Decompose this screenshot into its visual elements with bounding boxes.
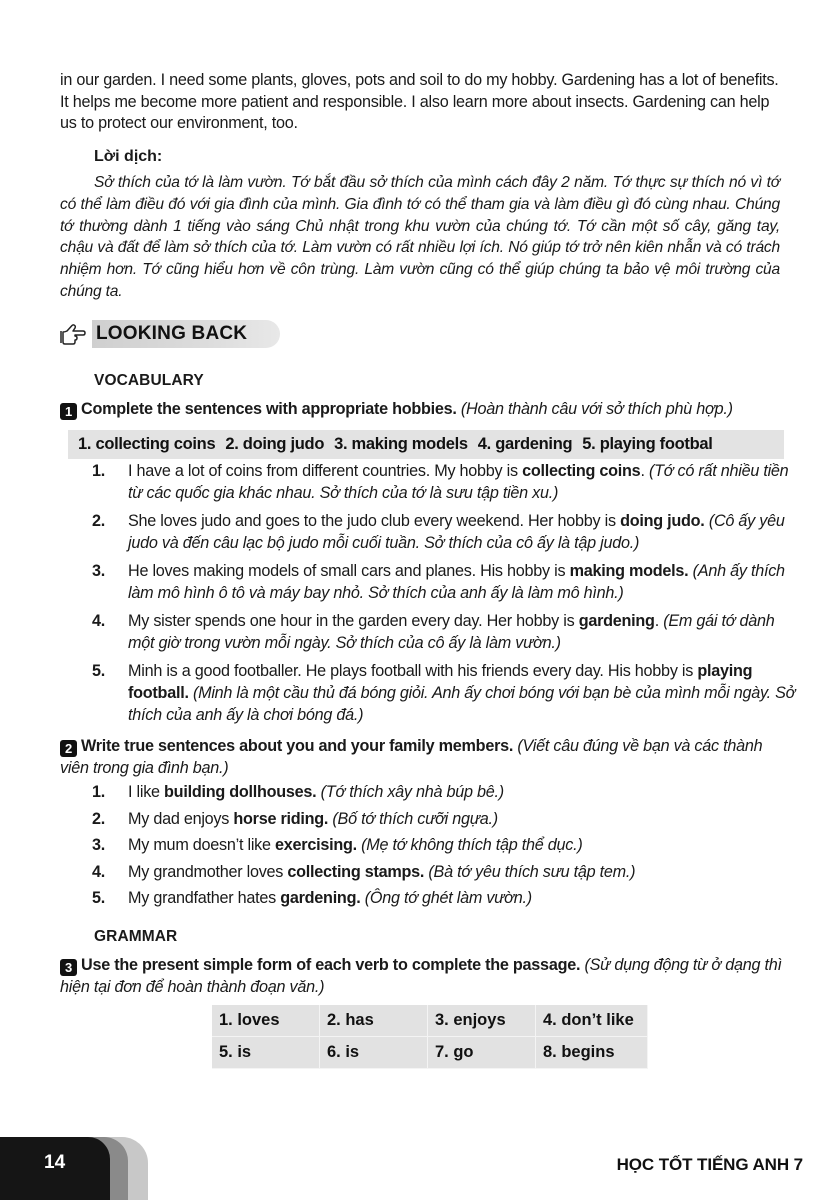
list-item	[92, 862, 804, 884]
item-answer: collecting stamps.	[287, 862, 425, 881]
item-translation: (Anh ấy thích làm mô hình ô tô và máy bay nhỏ. Sở thích của anh ấy là làm mô hình.)	[128, 562, 785, 602]
task-number-badge: 1	[60, 403, 77, 420]
answer-cell: 1. loves	[212, 1005, 320, 1037]
task-instruction-vi: (Sử dụng động từ ở dạng thì hiện tại đơn để hoàn thành đoạn văn.)	[60, 956, 782, 996]
item-answer: collecting coins	[522, 462, 641, 480]
task-instruction: Use the present simple form of each verb to complete the passage.	[81, 956, 581, 974]
item-number: 1.	[92, 462, 106, 480]
item-number: 5.	[92, 889, 106, 907]
item-text: I like	[128, 783, 165, 801]
book-title: HỌC TỐT TIẾNG ANH 7	[616, 1155, 803, 1174]
answer-key-item: 1. collecting coins	[78, 435, 216, 453]
item-translation: (Mẹ tớ không thích tập thể dục.)	[361, 836, 583, 854]
list-item	[92, 660, 804, 726]
item-text: I have a lot of coins from different countries. My hobby is	[128, 462, 523, 480]
item-answer: doing judo.	[620, 512, 705, 530]
item-translation: (Cô ấy yêu judo và đến câu lạc bộ judo mỗi cuối tuần. Sở thích của cô ấy là tập judo.)	[128, 512, 785, 552]
answer-cell: 8. begins	[536, 1037, 648, 1069]
section-banner-looking-back	[60, 319, 278, 349]
item-text: My grandfather hates	[128, 889, 281, 907]
answer-key-item: 4. gardening	[477, 435, 573, 453]
answer-key-item: 3. making models	[334, 435, 468, 453]
item-text: Minh is a good footballer. He plays football with his friends every day. His hobby is	[128, 662, 698, 680]
item-translation: (Em gái tớ dành một giờ trong vườn mỗi ngày. Sở thích của cô ấy là làm vườn.)	[128, 612, 775, 652]
item-answer: gardening	[578, 612, 655, 630]
item-text: My sister spends one hour in the garden every day. Her hobby is	[128, 612, 579, 630]
list-item	[92, 560, 804, 604]
task-1-instruction	[60, 398, 785, 420]
task-instruction-vi: (Hoàn thành câu với sở thích phù hợp.)	[460, 400, 733, 418]
task-instruction: Complete the sentences with appropriate hobbies.	[81, 400, 457, 418]
task-2-instruction	[60, 735, 785, 779]
item-answer: playing football.	[128, 662, 753, 702]
item-answer: gardening.	[280, 889, 361, 907]
item-number: 5.	[92, 662, 106, 680]
translation-title: Lời dịch:	[94, 148, 163, 165]
item-answer: making models.	[569, 562, 689, 580]
list-item	[92, 510, 804, 554]
item-text: She loves judo and goes to the judo club every weekend. Her hobby is	[128, 512, 621, 530]
intro-paragraph: in our garden. I need some plants, gloves, pots and soil to do my hobby. Gardening has a lot of benefits. It helps me become more patient and responsible. I also learn more about insects. Gardening can help us to protect our environment, too.	[60, 71, 779, 132]
item-number: 2.	[92, 809, 106, 828]
answer-key-grid	[212, 1005, 648, 1069]
item-answer: horse riding.	[233, 809, 329, 828]
item-number: 4.	[92, 612, 106, 630]
task-number-badge: 3	[60, 959, 77, 976]
answer-cell: 4. don’t like	[536, 1005, 648, 1037]
list-item	[92, 835, 804, 857]
item-translation: (Tớ thích xây nhà búp bê.)	[320, 783, 504, 801]
list-item	[92, 888, 804, 910]
item-number: 4.	[92, 862, 106, 881]
page-number: 14	[44, 1152, 66, 1173]
item-answer: exercising.	[275, 836, 357, 854]
task-number-badge: 2	[60, 740, 77, 757]
item-text: My mum doesn’t like	[128, 836, 276, 854]
item-number: 2.	[92, 512, 106, 530]
item-answer: building dollhouses.	[164, 783, 317, 801]
page-number-tab	[0, 1137, 150, 1200]
task-3-instruction	[60, 954, 785, 998]
pointing-hand-icon	[60, 323, 86, 345]
list-item	[92, 460, 804, 504]
item-text: He loves making models of small cars and planes. His hobby is	[128, 562, 570, 580]
item-text: .	[640, 462, 649, 480]
task-instruction-vi: (Viết câu đúng về bạn và các thành viên trong gia đình bạn.)	[60, 737, 763, 777]
list-item	[92, 782, 804, 804]
item-number: 1.	[92, 783, 106, 801]
answer-cell: 2. has	[320, 1005, 428, 1037]
task-instruction: Write true sentences about you and your family members.	[81, 737, 514, 755]
item-translation: (Minh là một cầu thủ đá bóng giỏi. Anh ấy chơi bóng với bạn bè của mình mỗi ngày. Sở thích của anh ấy là chơi bóng đá.)	[128, 684, 796, 724]
answer-key-item: 5. playing footbal	[582, 435, 713, 453]
section-title: LOOKING BACK	[96, 323, 248, 344]
task-2-list	[92, 782, 804, 915]
item-translation: (Bà tớ yêu thích sưu tập tem.)	[428, 862, 636, 881]
answer-cell: 5. is	[212, 1037, 320, 1069]
grammar-heading: GRAMMAR	[94, 928, 178, 945]
item-translation: (Ông tớ ghét làm vườn.)	[364, 889, 532, 907]
list-item	[92, 809, 804, 831]
answer-key-item: 2. doing judo	[225, 435, 325, 453]
vocabulary-heading: VOCABULARY	[94, 372, 204, 389]
answer-cell: 6. is	[320, 1037, 428, 1069]
list-item	[92, 610, 804, 654]
task-1-list	[92, 460, 804, 732]
item-translation: (Bố tớ thích cưỡi ngựa.)	[332, 809, 498, 828]
translation-body: Sở thích của tớ là làm vườn. Tớ bắt đầu sở thích của mình cách đây 2 năm. Tớ thực sự thích nó vì tớ có thể làm điều đó với gia đình của mình. Gia đình tớ có thể tham gia và làm điều gì đó cùng nhau. Chúng tớ thường dành 1 tiếng vào sáng Chủ nhật trong khu vườn của chúng tớ. Tớ cần một số cây, găng tay, chậu và đất để làm sở thích của tớ. Làm vườn có rất nhiều lợi ích. Nó giúp tớ trở nên kiên nhẫn và có trách nhiệm hơn. Tớ cũng hiểu hơn về côn trùng. Làm vườn cũng có thể giúp chúng ta bảo vệ môi trường của chúng ta.	[60, 174, 780, 300]
item-translation: (Tớ có rất nhiều tiền từ các quốc gia khác nhau. Sở thích của tớ là sưu tập tiền xu.)	[128, 462, 789, 502]
answer-key-strip	[68, 430, 784, 459]
item-text: My grandmother loves	[128, 862, 288, 881]
answer-cell: 7. go	[428, 1037, 536, 1069]
item-number: 3.	[92, 836, 106, 854]
item-number: 3.	[92, 562, 106, 580]
item-text: .	[654, 612, 664, 630]
item-text: My dad enjoys	[128, 809, 234, 828]
answer-cell: 3. enjoys	[428, 1005, 536, 1037]
